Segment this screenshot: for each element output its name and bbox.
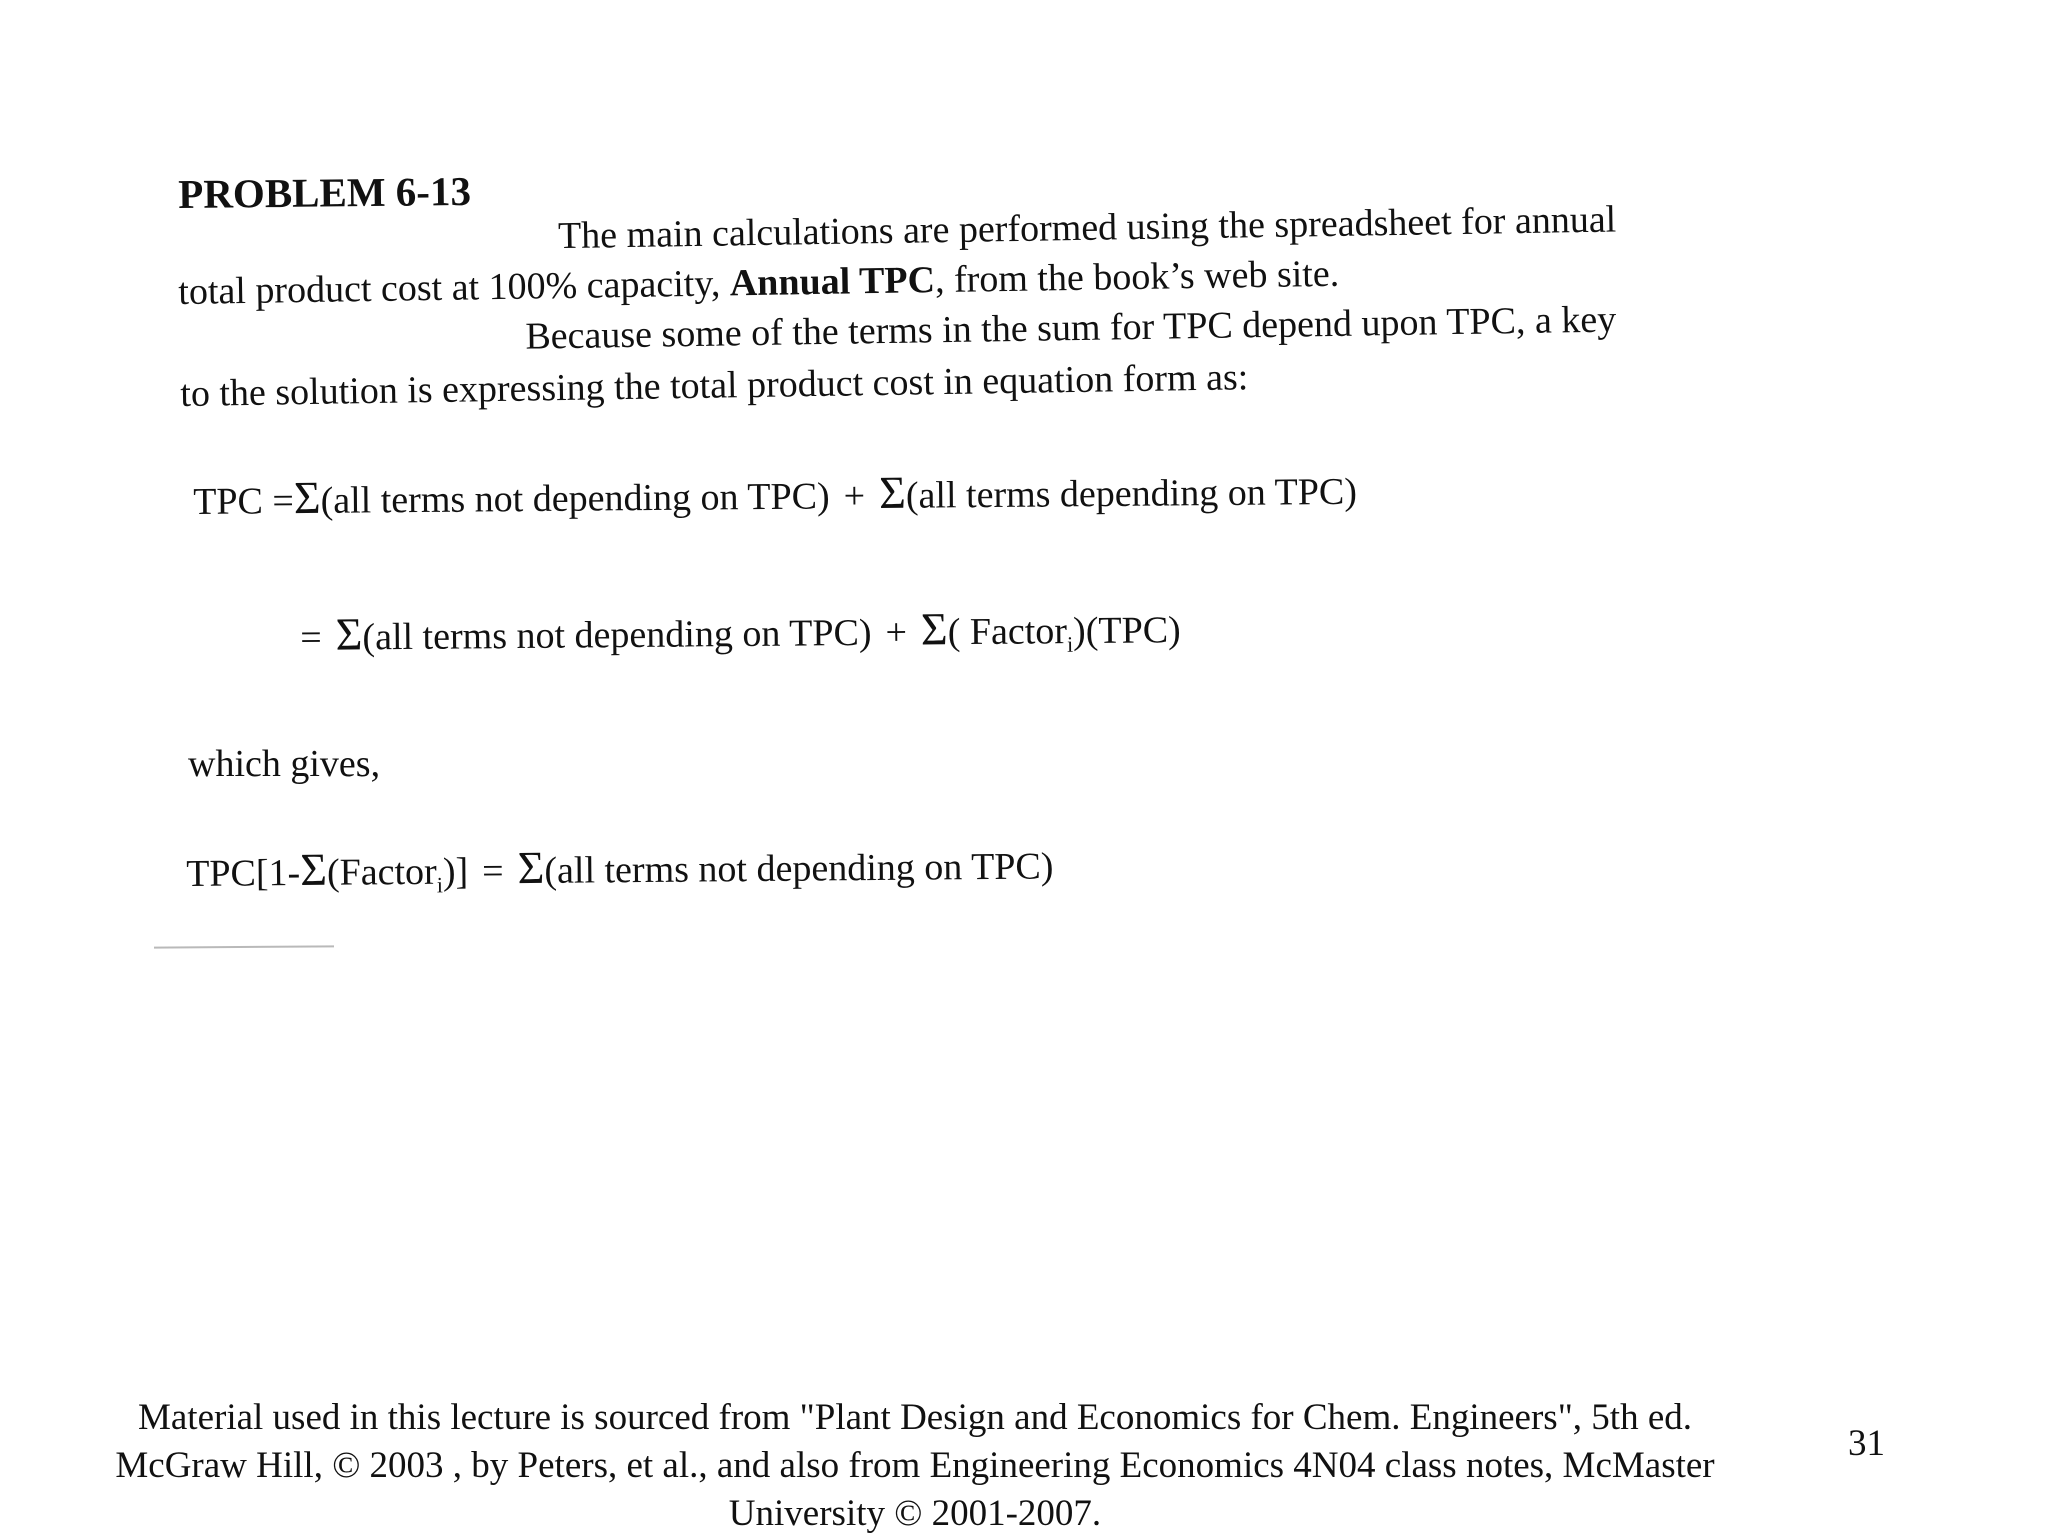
sigma-symbol: Σ bbox=[299, 843, 328, 896]
equation-3: TPC[1-Σ(Factor$_i$)] = Σ(all terms not depending on TPC) bbox=[186, 841, 1054, 898]
paragraph-1-line-1: The main calculations are performed using the spreadsheet for annual bbox=[557, 198, 1617, 258]
sigma-symbol: Σ bbox=[517, 841, 545, 894]
equation-1: TPC =Σ(all terms not depending on TPC) + Σ(all terms depending on TPC) bbox=[193, 466, 1358, 524]
sigma-symbol: Σ bbox=[293, 471, 321, 524]
paragraph-1-line-2: total product cost at 100% capacity, Annual TPC, from the book’s web site. bbox=[178, 252, 1340, 313]
which-gives-text: which gives, bbox=[188, 743, 381, 785]
scan-divider bbox=[154, 945, 334, 948]
footer-line-3: University © 2001-2007. bbox=[728, 1493, 1102, 1534]
sigma-symbol: Σ bbox=[878, 466, 907, 519]
paragraph-2-line-1: Because some of the terms in the sum for TPC depend upon TPC, a key bbox=[525, 298, 1617, 358]
sigma-symbol: Σ bbox=[920, 603, 948, 655]
sigma-symbol: Σ bbox=[335, 608, 363, 660]
source-footer bbox=[30, 1394, 1800, 1538]
problem-title: PROBLEM 6-13 bbox=[178, 167, 472, 217]
paragraph-2-line-2: to the solution is expressing the total product cost in equation form as: bbox=[180, 356, 1249, 415]
annual-tpc-label: Annual TPC bbox=[729, 259, 936, 305]
equation-2: = Σ(all terms not depending on TPC) + Σ( Factor$_i$)(TPC) bbox=[300, 603, 1181, 660]
footer-line-2: McGraw Hill, © 2003 , by Peters, et al., and also from Engineering Economics 4N04 class notes, McMaster bbox=[115, 1445, 1715, 1486]
footer-line-1: Material used in this lecture is sourced from "Plant Design and Economics for Chem. Engineers", 5th ed. bbox=[137, 1397, 1693, 1438]
page-number: 31 bbox=[1848, 1423, 1885, 1464]
